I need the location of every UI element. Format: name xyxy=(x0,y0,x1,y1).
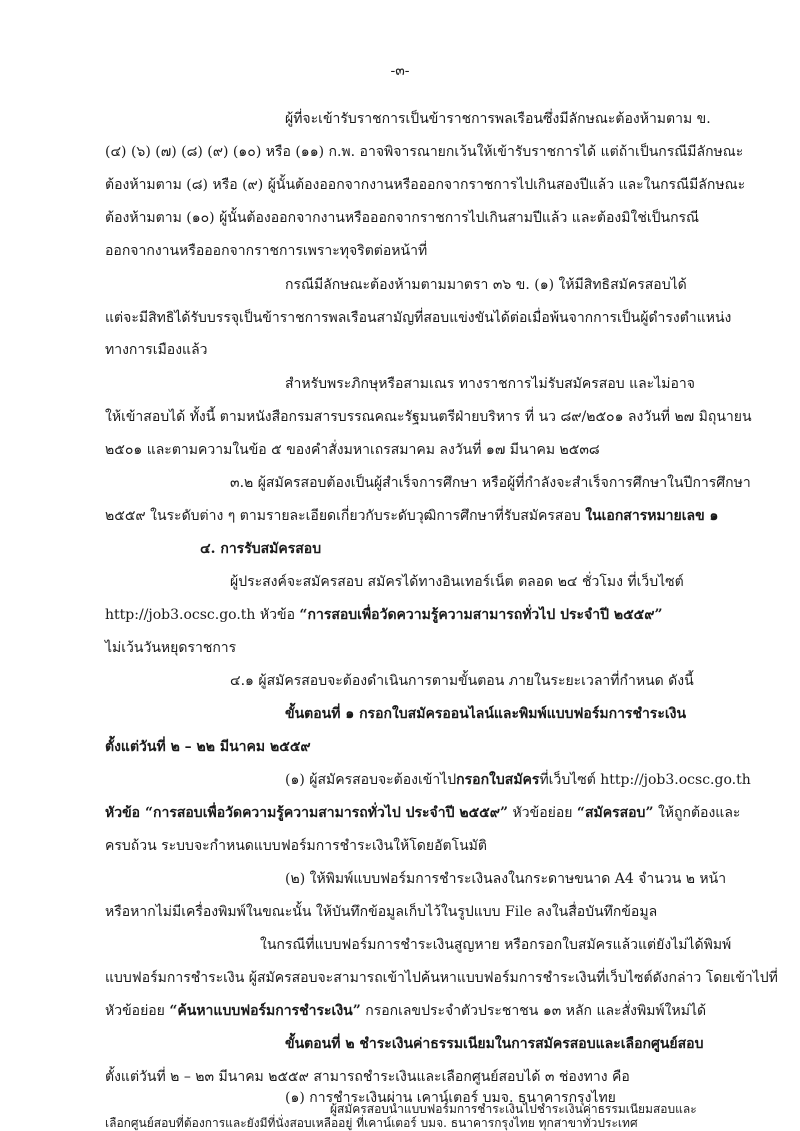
text-line: ในกรณีที่แบบฟอร์มการชำระเงินสูญหาย หรือกรอกใบสมัครแล้วแต่ยังไม่ได้พิมพ์ xyxy=(260,937,732,953)
text-line: แต่จะมีสิทธิได้รับบรรจุเป็นข้าราชการพลเรือนสามัญที่สอบแข่งขันได้ต่อเมื่อพ้นจากการเป็นผู้ดำรงตำแหน่ง xyxy=(105,310,732,326)
text-line: ครบถ้วน ระบบจะกำหนดแบบฟอร์มการชำระเงินให้โดยอัตโนมัติ xyxy=(105,838,487,854)
step-1-dates: ตั้งแต่วันที่ ๒ – ๒๒ มีนาคม ๒๕๕๙ xyxy=(105,739,311,755)
text-line: ออกจากงานหรือออกจากราชการเพราะทุจริตต่อหน้าที่ xyxy=(105,243,428,259)
step-2-dates: ตั้งแต่วันที่ ๒ – ๒๓ มีนาคม ๒๕๕๙ สามารถชำระเงินและเลือกศูนย์สอบได้ ๓ ช่องทาง คือ xyxy=(105,1069,630,1085)
text-line: ทางการเมืองแล้ว xyxy=(105,342,208,358)
text-line: ผู้ประสงค์จะสมัครสอบ สมัครได้ทางอินเทอร์เน็ต ตลอด ๒๔ ชั่วโมง ที่เว็บไซต์ xyxy=(230,574,684,590)
section-3-2: ๓.๒ ผู้สมัครสอบต้องเป็นผู้สำเร็จการศึกษา หรือผู้ที่กำลังจะสำเร็จการศึกษาในปีการศึกษา xyxy=(230,475,751,491)
text-line: (๒) ให้พิมพ์แบบฟอร์มการชำระเงินลงในกระดาษขนาด A4 จำนวน ๒ หน้า xyxy=(285,871,727,887)
text-line: (๑) การชำระเงินผ่าน เคาน์เตอร์ บมจ. ธนาคารกรุงไทย xyxy=(285,1090,616,1106)
text-line: ๒๕๐๑ และตามความในข้อ ๕ ของคำสั่งมหาเถรสมาคม ลงวันที่ ๑๗ มีนาคม ๒๕๓๘ xyxy=(105,442,600,458)
text-line xyxy=(105,606,663,624)
website-url: http://job3.ocsc.go.th หัวข้อ xyxy=(105,607,300,623)
text-line: ให้เข้าสอบได้ ทั้งนี้ ตามหนังสือกรมสารบรรณคณะรัฐมนตรีฝ่ายบริหาร ที่ นว ๘๙/๒๕๐๑ ลงวันที่ ๒๗ มิถุนายน xyxy=(105,409,752,425)
text-line: สำหรับพระภิกษุหรือสามเณร ทางราชการไม่รับสมัครสอบ และไม่อาจ xyxy=(285,376,695,392)
text-line: ผู้สมัครสอบนำแบบฟอร์มการชำระเงินไปชำระเงินค่าธรรมเนียมสอบและ xyxy=(330,1102,697,1116)
page-number: -๓- xyxy=(390,63,410,79)
text-line: ๒๕๕๙ ในระดับต่าง ๆ ตามรายละเอียดเกี่ยวกับระดับวุฒิการศึกษาที่รับสมัครสอบ ในเอกสารหมายเลข ๑ xyxy=(105,508,719,524)
text-line: หัวข้อย่อย “ค้นหาแบบฟอร์มการชำระเงิน” กรอกเลขประจำตัวประชาชน ๑๓ หลัก และสั่งพิมพ์ใหม่ได้ xyxy=(105,1003,707,1019)
section-4-1: ๔.๑ ผู้สมัครสอบจะต้องดำเนินการตามขั้นตอน ภายในระยะเวลาที่กำหนด ดังนี้ xyxy=(230,673,694,689)
text-line: หัวข้อ “การสอบเพื่อวัดความรู้ความสามารถทั่วไป ประจำปี ๒๕๕๙” หัวข้อย่อย “สมัครสอบ” ให้ถูกต้องและ xyxy=(105,805,741,821)
text-line: (๔) (๖) (๗) (๘) (๙) (๑๐) หรือ (๑๑) ก.พ. อาจพิจารณายกเว้นให้เข้ารับราชการได้ แต่ถ้าเป็นกรณีมีลักษณะ xyxy=(105,144,744,160)
text-line: ไม่เว้นวันหยุดราชการ xyxy=(105,640,237,656)
text-line: เลือกศูนย์สอบที่ต้องการและยังมีที่นั่งสอบเหลืออยู่ ที่เคาน์เตอร์ บมจ. ธนาคารกรุงไทย ทุกสาขาทั่วประเทศ xyxy=(105,1116,638,1130)
exam-title: “การสอบเพื่อวัดความรู้ความสามารถทั่วไป ประจำปี ๒๕๕๙” xyxy=(299,607,663,623)
step-1-heading: ขั้นตอนที่ ๑ กรอกใบสมัครออนไลน์และพิมพ์แบบฟอร์มการชำระเงิน xyxy=(285,706,687,722)
text-line: ผู้ที่จะเข้ารับราชการเป็นข้าราชการพลเรือนซึ่งมีลักษณะต้องห้ามตาม ข. xyxy=(285,111,711,127)
text-line: ต้องห้ามตาม (๘) หรือ (๙) ผู้นั้นต้องออกจากงานหรือออกจากราชการไปเกินสองปีแล้ว และในกรณีมีลักษณะ xyxy=(105,177,746,193)
document-reference: ในเอกสารหมายเลข ๑ xyxy=(585,508,719,524)
text-line: กรณีมีลักษณะต้องห้ามตามมาตรา ๓๖ ข. (๑) ให้มีสิทธิสมัครสอบได้ xyxy=(285,277,687,293)
step-2-heading: ขั้นตอนที่ ๒ ชำระเงินค่าธรรมเนียมในการสมัครสอบและเลือกศูนย์สอบ xyxy=(285,1036,704,1052)
text-line: หรือหากไม่มีเครื่องพิมพ์ในขณะนั้น ให้บันทึกข้อมูลเก็บไว้ในรูปแบบ File ลงในสื่อบันทึกข้อมูล xyxy=(105,904,658,920)
text-line: แบบฟอร์มการชำระเงิน ผู้สมัครสอบจะสามารถเข้าไปค้นหาแบบฟอร์มการชำระเงินที่เว็บไซต์ดังกล่าว โดยเข้าไปที่ xyxy=(105,970,778,986)
text-line: ต้องห้ามตาม (๑๐) ผู้นั้นต้องออกจากงานหรือออกจากราชการไปเกินสามปีแล้ว และต้องมิใช่เป็นกรณี xyxy=(105,210,700,226)
text-line: (๑) ผู้สมัครสอบจะต้องเข้าไปกรอกใบสมัครที่เว็บไซต์ http://job3.ocsc.go.th xyxy=(285,772,751,788)
section-heading-4: ๔. การรับสมัครสอบ xyxy=(200,541,322,557)
